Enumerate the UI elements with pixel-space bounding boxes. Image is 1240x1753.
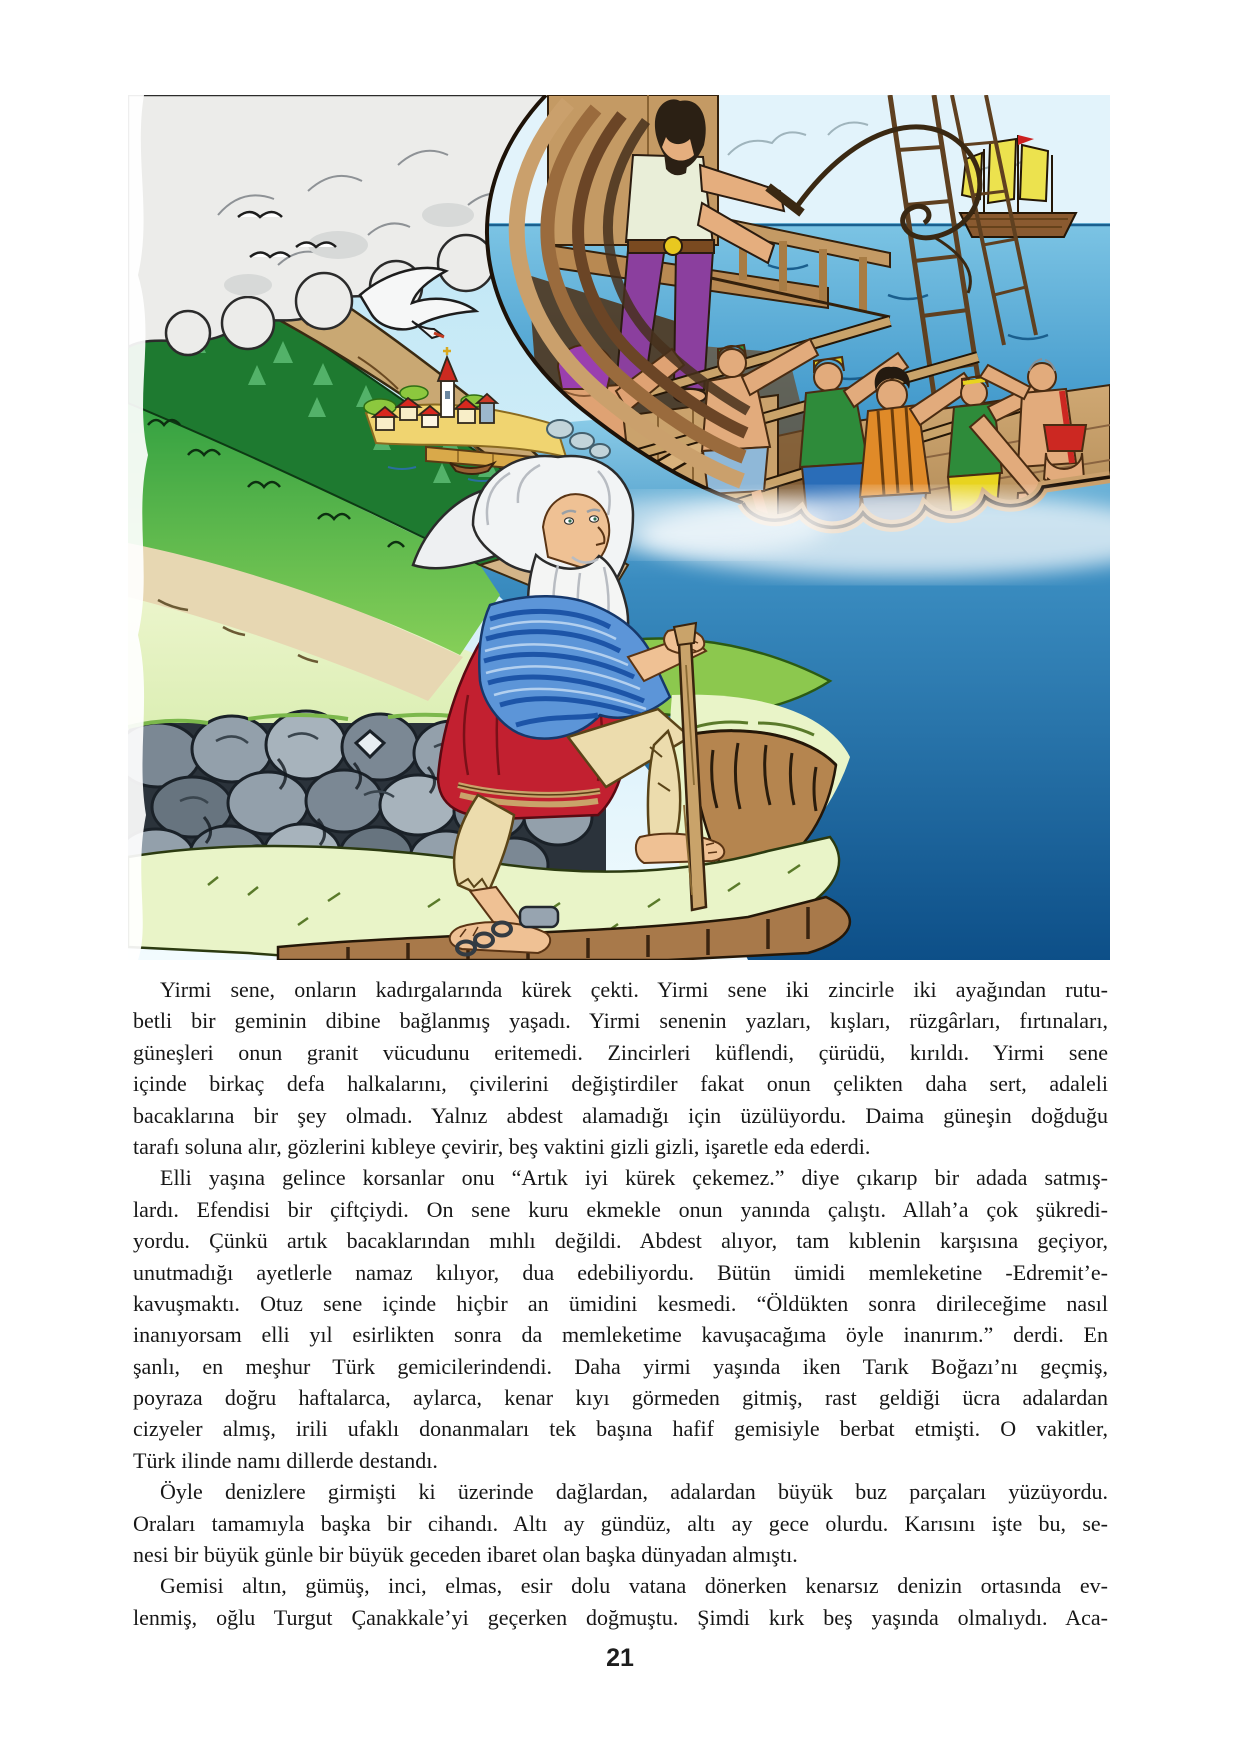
text-line: poyraza doğru haftalarca, aylarca, kenar kıyı görmeden gitmiş, rast geldiği ücra adalardan bbox=[133, 1385, 1108, 1411]
text-line: Türk ilinde namı dillerde destandı. bbox=[133, 1447, 438, 1473]
text-line: Öyle denizlere girmişti ki üzerinde dağlardan, adalardan büyük buz parçaları yüzüyordu. bbox=[160, 1479, 1108, 1505]
text-line: yordu. Çünkü artık bacaklarından mıhlı değildi. Abdest alıyor, tam kıblenin karşısına geçiyor, bbox=[133, 1228, 1108, 1254]
story-illustration bbox=[128, 95, 1110, 960]
paragraph bbox=[133, 1570, 1108, 1633]
text-line: unutmadığı ayetlerle namaz kılıyor, dua edebiliyordu. Bütün ümidi memleketine -Edremit’e- bbox=[133, 1259, 1108, 1285]
text-line: lenmiş, oğlu Turgut Çanakkale’yi geçerken doğmuştu. Şimdi kırk beş yaşında olmalıydı. Aca- bbox=[133, 1604, 1108, 1630]
text-line: içinde birkaç defa halkalarını, çivilerini değiştirdiler fakat onun çelikten daha sert, adaleli bbox=[133, 1071, 1108, 1097]
paragraph bbox=[133, 1162, 1108, 1476]
text-line: lardı. Efendisi bir çiftçiydi. On sene kuru ekmekle onun yanında çalıştı. Allah’a çok şükredi- bbox=[133, 1196, 1108, 1222]
text-line: tarafı soluna alır, gözlerini kıbleye çevirir, beş vaktini gizli gizli, işaretle eda ederdi. bbox=[133, 1133, 871, 1159]
text-line: betli bir geminin dibine bağlanmış yaşadı. Yirmi senenin yazları, kışları, rüzgârları, fırtınaları, bbox=[133, 1008, 1108, 1034]
text-line: şanlı, en meşhur Türk gemicilerindendi. Daha yirmi yaşında iken Tarık Boğazı’nı geçmiş, bbox=[133, 1353, 1108, 1379]
text-line: kavuşmaktı. Otuz sene içinde hiçbir an ümidini kesmedi. “Öldükten sonra dirileceğime nasıl bbox=[133, 1290, 1108, 1316]
text-line: Gemisi altın, gümüş, inci, elmas, esir dolu vatana dönerken kenarsız denizin ortasında ev- bbox=[160, 1573, 1108, 1599]
illustration-canvas bbox=[128, 95, 1110, 960]
text-line: inanıyorsam elli yıl esirlikten sonra da memleketime kavuşacağıma öyle inanırım.” derdi. En bbox=[133, 1322, 1108, 1348]
text-line: bacaklarına bir şey olmadı. Yalnız abdest alamadığı için üzülüyordu. Daima güneşin doğduğu bbox=[133, 1102, 1108, 1128]
text-line: güneşleri onun granit vücudunu eritemedi. Zincirleri küflendi, çürüdü, kırıldı. Yirmi sene bbox=[133, 1039, 1108, 1065]
page-number: 21 bbox=[606, 1644, 634, 1672]
story-text bbox=[133, 974, 1108, 1633]
paragraph bbox=[133, 1476, 1108, 1570]
text-line: Yirmi sene, onların kadırgalarında kürek çekti. Yirmi sene iki zincirle iki ayağından rutu- bbox=[160, 977, 1108, 1002]
text-line: Elli yaşına gelince korsanlar onu “Artık iyi kürek çekemez.” diye çıkarıp bir adada satmış- bbox=[160, 1165, 1108, 1191]
text-line: Oraları tamamıyla başka bir cihandı. Altı ay gündüz, altı ay gece olurdu. Karısını işte bu, se- bbox=[133, 1510, 1108, 1536]
text-line: nesi bir büyük günle bir büyük geceden ibaret olan başka dünyadan almıştı. bbox=[133, 1542, 798, 1568]
paragraph bbox=[133, 974, 1108, 1162]
text-line: cizyeler almış, irili ufaklı donanmaları tek başına hafif gemisiyle berbat etmişti. O vakitler, bbox=[133, 1416, 1108, 1442]
